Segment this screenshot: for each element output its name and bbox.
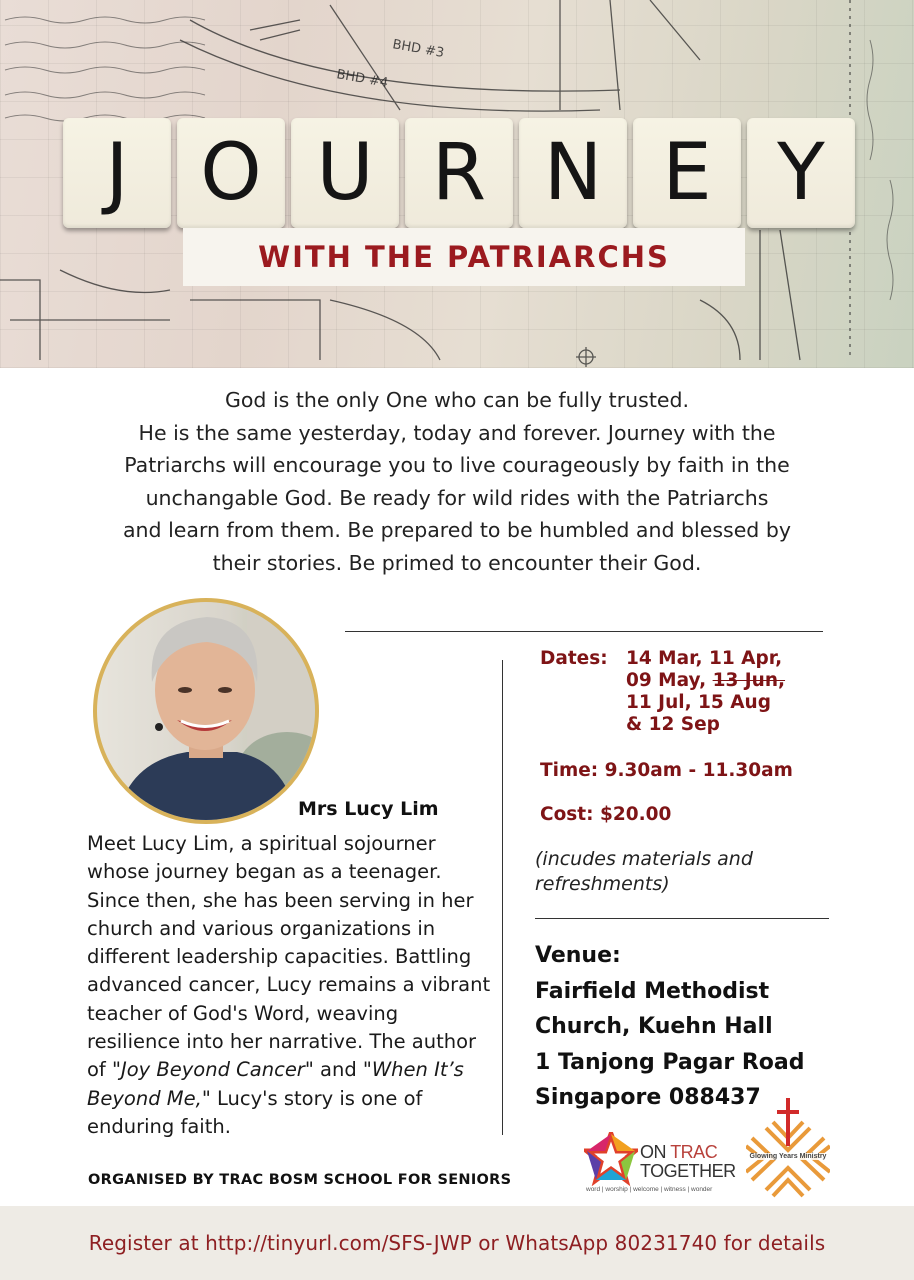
intro-line: He is the same yesterday, today and forever. Journey with the [138, 420, 776, 445]
dates-line: & 12 Sep [626, 714, 720, 735]
subtitle: WITH THE PATRIARCHS [258, 240, 670, 274]
title-tiles [63, 118, 855, 228]
glowing-years-ministry-logo [746, 1098, 830, 1198]
intro-line: Patriarchs will encourage you to live courageously by faith in the [124, 453, 790, 477]
divider-venue [535, 918, 829, 919]
speaker-photo [93, 598, 319, 824]
organiser-credit: ORGANISED BY TRAC BOSM SCHOOL FOR SENIORS [88, 1172, 512, 1188]
venue-line: Fairfield Methodist [535, 978, 770, 1004]
star-logo-icon [584, 1132, 638, 1186]
speaker-name: Mrs Lucy Lim [298, 798, 439, 820]
dates-value [626, 648, 785, 736]
dates-label: Dates: [540, 648, 608, 669]
venue-line: Church, Kuehn Hall [535, 1014, 773, 1039]
venue-label: Venue: [535, 943, 621, 968]
title-tile: O [177, 118, 285, 228]
dates-line: 11 Jul, 15 Aug [626, 692, 771, 713]
title-tile: J [63, 118, 171, 228]
on-trac-tagline: word | worship | welcome | witness | wonder [586, 1186, 713, 1193]
title-tile: E [633, 118, 741, 228]
intro-paragraph [60, 384, 854, 579]
svg-text:BHD #3: BHD #3 [391, 37, 446, 61]
subtitle-box [183, 228, 745, 286]
dates-line [626, 670, 785, 692]
intro-line: their stories. Be primed to encounter their God. [212, 550, 702, 575]
bio-text: " and " [304, 1058, 372, 1082]
event-time: Time: 9.30am - 11.30am [540, 760, 793, 781]
speaker-bio [87, 830, 497, 1141]
divider-top [345, 631, 823, 632]
venue-line: Singapore 088437 [535, 1085, 761, 1110]
title-tile: R [405, 118, 513, 228]
glowing-years-text: Glowing Years Ministry [746, 1153, 830, 1160]
cross-sunburst-icon [746, 1098, 830, 1198]
on-trac-together-logo [584, 1130, 734, 1198]
event-cost: Cost: $20.00 [540, 804, 672, 825]
hero-banner [0, 0, 914, 368]
cancelled-date: 13 Jun, [712, 670, 786, 691]
divider-vertical [502, 660, 503, 1135]
title-tile: Y [747, 118, 855, 228]
cost-note [535, 847, 825, 897]
registration-link-text[interactable]: Register at http://tinyurl.com/SFS-JWP or WhatsApp 80231740 for details [88, 1231, 826, 1255]
dates-line: 14 Mar, 11 Apr, [626, 648, 783, 669]
title-tile: U [291, 118, 399, 228]
cost-note-line: (incudes materials and [535, 848, 753, 870]
on-trac-text: ON TRAC [640, 1142, 718, 1162]
intro-line: God is the only One who can be fully trusted. [224, 388, 689, 412]
cost-note-line: refreshments) [535, 873, 670, 895]
title-tile: N [519, 118, 627, 228]
venue-block [535, 938, 865, 1116]
date-text: 09 May, [626, 670, 713, 691]
intro-line: unchangable God. Be ready for wild rides with the Patriarchs [145, 485, 769, 510]
together-text: TOGETHER [640, 1161, 736, 1181]
book-title: Joy Beyond Cancer [120, 1058, 305, 1082]
bio-text: Meet Lucy Lim, a spiritual sojourner whose journey began as a teenager. Since then, she has been serving in her church and various organizations in different leadership capacities. Battling advanced cancer, Lucy remains a vibrant teacher of God's Word, weaving resilience into her narrative. The author of " [87, 832, 491, 1082]
svg-text:BHD #4: BHD #4 [335, 67, 390, 91]
intro-line: and learn from them. Be prepared to be humbled and blessed by [123, 518, 791, 542]
book-title: When It’s Beyond Me, [87, 1058, 464, 1110]
registration-footer [0, 1206, 914, 1280]
bio-text: " Lucy's story is one of enduring faith. [87, 1086, 423, 1138]
event-dates [540, 648, 840, 736]
venue-line: 1 Tanjong Pagar Road [535, 1049, 805, 1075]
speaker-portrait-icon [97, 602, 315, 820]
